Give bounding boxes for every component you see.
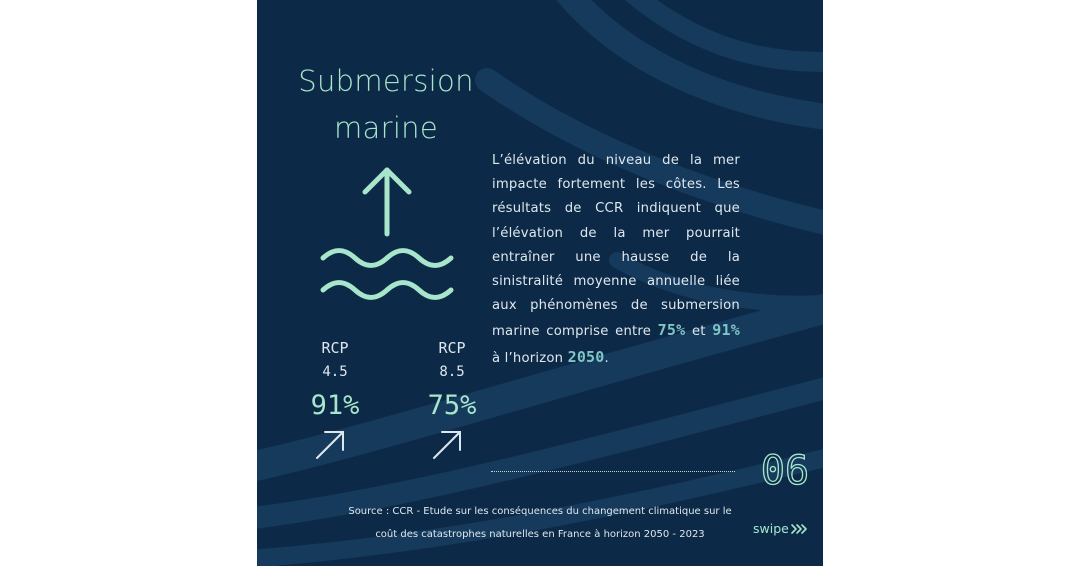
body-text-end: . (604, 350, 609, 366)
highlight-2050: 2050 (567, 347, 605, 366)
title-line-1: Submersion (298, 64, 474, 98)
stat-rcp-45 (305, 336, 365, 466)
slide-card (257, 0, 823, 566)
body-text-mid-2: à l’horizon (492, 350, 568, 366)
swipe-label: swipe (753, 521, 789, 536)
source-note (345, 500, 735, 546)
body-paragraph (492, 149, 740, 371)
slide-title (285, 58, 487, 152)
stat-version: 8.5 (439, 364, 465, 380)
body-text-mid-1: et (685, 324, 713, 340)
divider-dotted (491, 471, 735, 472)
title-line-2: marine (333, 111, 439, 145)
stat-value: 91% (310, 390, 360, 421)
chevrons-right-icon (790, 523, 808, 535)
source-line-2: coût des catastrophes naturelles en France à horizon 2050 - 2023 (375, 529, 705, 540)
sea-level-rise-icon (317, 162, 457, 302)
body-text-start: L’élévation du niveau de la mer impacte fortement les côtes. Les résultats de CCR indiquent que l’élévation de la mer pourrait entraîner une hausse de la sinistralité moyenne annuelle liée aux phénomènes de submersion marine comprise entre (492, 153, 740, 340)
page-number (756, 447, 814, 491)
page-number-text: 06 (760, 448, 810, 491)
arrow-up-right-icon (313, 428, 347, 462)
highlight-91: 91% (712, 321, 740, 340)
stat-value: 75% (427, 390, 477, 421)
stat-label: RCP (321, 339, 349, 357)
swipe-hint[interactable] (753, 521, 808, 536)
highlight-75: 75% (657, 321, 686, 340)
stat-version: 4.5 (322, 364, 348, 380)
stat-rcp-85 (422, 336, 482, 466)
source-line-1: Source : CCR - Etude sur les conséquences du changement climatique sur le (348, 506, 732, 517)
stat-label: RCP (438, 339, 466, 357)
arrow-up-right-icon (430, 428, 464, 462)
